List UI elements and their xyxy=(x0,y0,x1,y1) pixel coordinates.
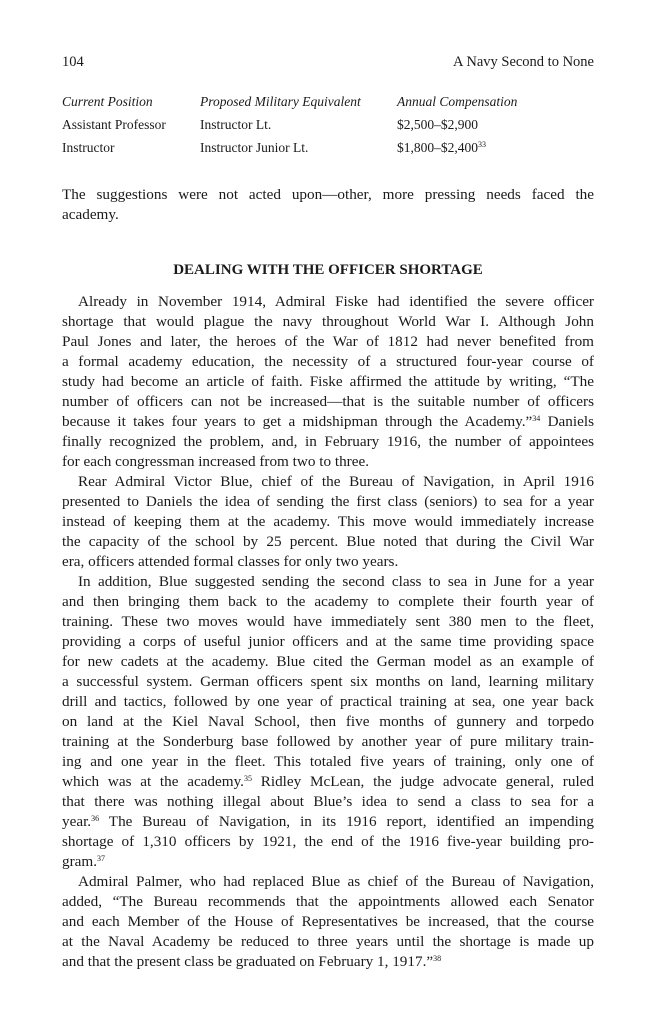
text-line: added, “The Bureau recommends that the appointments allowed each Senator xyxy=(62,893,594,910)
compensation-table xyxy=(62,94,557,163)
text-line: training. These two moves would have immediately sent 380 men to the fleet, xyxy=(62,613,594,630)
text-line xyxy=(62,772,594,792)
text-line xyxy=(62,952,594,972)
text-run: year. xyxy=(62,813,92,830)
paragraph-4 xyxy=(62,872,594,972)
text-line: ing and one year in the fleet. This totaled five years of training, only one of xyxy=(62,753,594,770)
text-run: Ridley McLean, the judge advocate general, ruled xyxy=(251,773,594,790)
table-row xyxy=(62,140,557,163)
text-line xyxy=(62,812,594,832)
text-run: because it takes four years to get a midshipman through the Academy.” xyxy=(62,413,533,430)
table-cell: Instructor Junior Lt. xyxy=(200,140,309,155)
text-line: a successful system. German officers spent six months on land, learning military xyxy=(62,673,594,690)
table-header-row xyxy=(62,94,557,117)
text-line: a formal academy education, the necessity of a structured four-year course of xyxy=(62,353,594,370)
text-line: the capacity of the school by 25 percent. Blue noted that during the Civil War xyxy=(62,533,594,550)
text-line: providing a corps of useful junior officers and at the same time providing space xyxy=(62,633,594,650)
column-header: Annual Compensation xyxy=(397,94,518,109)
text-line: and then bringing them back to the academy to complete their fourth year of xyxy=(62,593,594,610)
text-line: Rear Admiral Victor Blue, chief of the Bureau of Navigation, in April 1916 xyxy=(78,473,594,490)
compensation-value: $1,800–$2,400 xyxy=(397,140,478,155)
running-title: A Navy Second to None xyxy=(453,54,594,70)
text-run: The Bureau of Navigation, in its 1916 report, identified an impending xyxy=(99,813,594,830)
footnote-ref: 35 xyxy=(243,774,252,783)
text-line: Paul Jones and later, the heroes of the War of 1812 had never benefited from xyxy=(62,333,594,350)
text-run: gram. xyxy=(62,853,98,870)
table-cell xyxy=(397,117,557,140)
text-line: shortage of 1,310 officers by 1921, the end of the 1916 five-year building pro- xyxy=(62,833,594,850)
table-cell: Assistant Professor xyxy=(62,117,166,132)
text-line xyxy=(62,852,594,872)
column-header: Proposed Military Equivalent xyxy=(200,94,361,109)
text-line: academy. xyxy=(62,206,119,223)
text-line: era, officers attended formal classes for only two years. xyxy=(62,553,399,570)
column-header: Current Position xyxy=(62,94,153,109)
text-line: for new cadets at the academy. Blue cited the German model as an example of xyxy=(62,653,594,670)
table-cell xyxy=(397,140,557,163)
paragraph-1 xyxy=(62,292,594,472)
text-line: drill and tactics, followed by one year of practical training at sea, one year back xyxy=(62,693,594,710)
section-heading: DEALING WITH THE OFFICER SHORTAGE xyxy=(173,262,483,278)
text-line: In addition, Blue suggested sending the second class to sea in June for a year xyxy=(78,573,594,590)
text-line: on land at the Kiel Naval School, then five months of gunnery and torpedo xyxy=(62,713,594,730)
text-line: The suggestions were not acted upon—other, more pressing needs faced the xyxy=(62,186,594,203)
text-run: and that the present class be graduated on February 1, 1917.” xyxy=(62,953,434,970)
text-line: and each Member of the House of Representatives be increased, that the course xyxy=(62,913,594,930)
table-cell: Instructor xyxy=(62,140,115,155)
text-line: number of officers can not be increased—that is the suitable number of officers xyxy=(62,393,594,410)
text-line: training at the Sonderburg base followed by another year of pure military train- xyxy=(62,733,594,750)
text-line: Already in November 1914, Admiral Fiske had identified the severe officer xyxy=(78,293,594,310)
text-run: which was at the academy. xyxy=(62,773,244,790)
paragraph-3 xyxy=(62,572,594,872)
text-line: presented to Daniels the idea of sending the first class (seniors) to sea for a year xyxy=(62,493,594,510)
text-run: Daniels xyxy=(540,413,594,430)
intro-paragraph xyxy=(62,185,594,225)
footnote-ref: 33 xyxy=(478,140,486,149)
footnote-ref: 37 xyxy=(97,854,106,863)
footnote-ref: 38 xyxy=(433,954,442,963)
text-line: that there was nothing illegal about Blue’s idea to send a class to sea for a xyxy=(62,793,594,810)
text-line xyxy=(62,412,594,432)
page-number: 104 xyxy=(62,54,84,70)
footnote-ref: 36 xyxy=(91,814,100,823)
running-header xyxy=(62,54,594,74)
text-line: for each congressman increased from two to three. xyxy=(62,453,369,470)
text-line: instead of keeping them at the academy. This move would immediately increase xyxy=(62,513,594,530)
text-line: Admiral Palmer, who had replaced Blue as chief of the Bureau of Navigation, xyxy=(78,873,594,890)
text-line: finally recognized the problem, and, in February 1916, the number of appointees xyxy=(62,433,594,450)
paragraph-2 xyxy=(62,472,594,572)
text-line: shortage that would plague the navy throughout World War I. Although John xyxy=(62,313,594,330)
text-line: study had become an article of faith. Fiske affirmed the attitude by writing, “The xyxy=(62,373,594,390)
footnote-ref: 34 xyxy=(532,414,541,423)
table-row xyxy=(62,117,557,140)
table-cell: Instructor Lt. xyxy=(200,117,272,132)
text-line: at the Naval Academy be reduced to three years until the shortage is made up xyxy=(62,933,594,950)
compensation-value: $2,500–$2,900 xyxy=(397,117,478,132)
